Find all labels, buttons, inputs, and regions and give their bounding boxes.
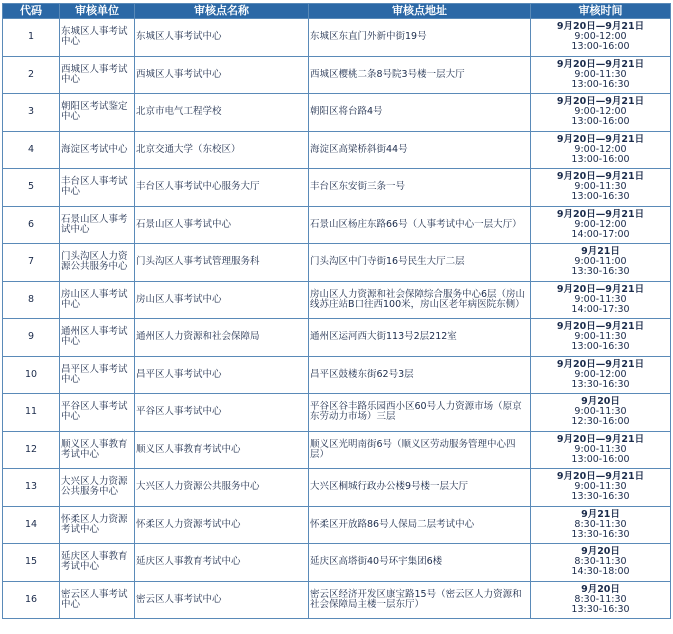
header-review-time: 审核时间: [531, 4, 671, 19]
time-slot: 9:00-12:00: [574, 218, 627, 230]
time-slot: 13:00-16:00: [571, 116, 630, 128]
cell-site-name: 石景山区人事考试中心: [135, 206, 309, 244]
review-date: 9月20日—9月21日: [556, 171, 645, 183]
cell-site-name: 西城区人事考试中心: [135, 56, 309, 94]
time-slot: 8:30-11:30: [574, 518, 627, 530]
table-row: [3, 169, 671, 207]
time-slot: 8:30-11:30: [574, 556, 627, 568]
cell-unit: 大兴区人力资源公共服务中心: [60, 469, 135, 507]
time-slot: 9:00-11:30: [574, 443, 627, 455]
header-code: 代码: [3, 4, 60, 19]
time-slot: 9:00-11:30: [574, 481, 627, 493]
cell-site-name: 门头沟区人事考试管理服务科: [135, 244, 309, 282]
cell-site-address: 通州区运河西大街113号2层212室: [309, 319, 531, 357]
cell-site-address: 海淀区高梁桥斜街44号: [309, 131, 531, 169]
cell-code: 12: [3, 431, 60, 469]
cell-unit: 顺义区人事教育考试中心: [60, 431, 135, 469]
cell-site-address: 石景山区杨庄东路66号（人事考试中心一层大厅）: [309, 206, 531, 244]
cell-site-name: 房山区人事考试中心: [135, 281, 309, 319]
cell-site-name: 丰台区人事考试中心服务大厅: [135, 169, 309, 207]
cell-site-address: 西城区樱桃二条8号院3号楼一层大厅: [309, 56, 531, 94]
review-date: 9月21日: [581, 246, 620, 258]
cell-review-time: [531, 431, 671, 469]
time-slot: 9:00-11:30: [574, 293, 627, 305]
cell-site-address: 东城区东直门外新中街19号: [309, 19, 531, 57]
table-row: [3, 94, 671, 132]
cell-unit: 门头沟区人力资源公共服务中心: [60, 244, 135, 282]
table-row: [3, 544, 671, 582]
cell-site-address: 延庆区高塔街40号环宇集团6楼: [309, 544, 531, 582]
cell-site-name: 通州区人力资源和社会保障局: [135, 319, 309, 357]
cell-code: 6: [3, 206, 60, 244]
time-slot: 13:30-16:30: [571, 378, 630, 390]
cell-review-time: [531, 544, 671, 582]
cell-site-name: 北京市电气工程学校: [135, 94, 309, 132]
time-slot: 9:00-11:30: [574, 68, 627, 80]
cell-unit: 平谷区人事考试中心: [60, 394, 135, 432]
time-slot: 13:00-16:00: [571, 41, 630, 53]
cell-review-time: [531, 394, 671, 432]
time-slot: 9:00-11:30: [574, 331, 627, 343]
cell-code: 10: [3, 356, 60, 394]
time-slot: 13:00-16:30: [571, 341, 630, 353]
cell-site-address: 密云区经济开发区康宝路15号（密云区人力资源和社会保障局主楼一层东厅）: [309, 581, 531, 619]
time-slot: 9:00-11:30: [574, 181, 627, 193]
cell-review-time: [531, 356, 671, 394]
time-slot: 14:00-17:00: [571, 228, 630, 240]
cell-site-address: 朝阳区将台路4号: [309, 94, 531, 132]
review-date: 9月20日—9月21日: [556, 133, 645, 145]
cell-unit: 海淀区考试中心: [60, 131, 135, 169]
time-slot: 13:00-16:30: [571, 191, 630, 203]
cell-code: 1: [3, 19, 60, 57]
cell-review-time: [531, 56, 671, 94]
cell-review-time: [531, 319, 671, 357]
cell-code: 14: [3, 506, 60, 544]
time-slot: 13:00-16:30: [571, 78, 630, 90]
review-date: 9月20日—9月21日: [556, 208, 645, 220]
table-row: [3, 319, 671, 357]
cell-code: 16: [3, 581, 60, 619]
time-slot: 9:00-11:00: [574, 256, 627, 268]
cell-code: 5: [3, 169, 60, 207]
table-row: [3, 394, 671, 432]
cell-unit: 朝阳区考试鉴定中心: [60, 94, 135, 132]
cell-site-name: 昌平区人事考试中心: [135, 356, 309, 394]
cell-code: 9: [3, 319, 60, 357]
cell-review-time: [531, 581, 671, 619]
time-slot: 13:00-16:00: [571, 153, 630, 165]
cell-site-address: 大兴区桐城行政办公楼9号楼一层大厅: [309, 469, 531, 507]
cell-review-time: [531, 206, 671, 244]
cell-site-name: 东城区人事考试中心: [135, 19, 309, 57]
cell-review-time: [531, 469, 671, 507]
time-slot: 14:30-18:00: [571, 566, 630, 578]
time-slot: 9:00-12:00: [574, 106, 627, 118]
cell-unit: 通州区人事考试中心: [60, 319, 135, 357]
cell-unit: 密云区人事考试中心: [60, 581, 135, 619]
review-date: 9月20日—9月21日: [556, 358, 645, 370]
cell-review-time: [531, 244, 671, 282]
time-slot: 9:00-12:00: [574, 368, 627, 380]
table-row: [3, 19, 671, 57]
review-date: 9月20日—9月21日: [556, 58, 645, 70]
table-header-row: [3, 4, 671, 19]
table-body: [3, 19, 671, 619]
time-slot: 12:30-16:00: [571, 416, 630, 428]
cell-site-address: 房山区人力资源和社会保障综合服务中心6层（房山线苏庄站B口往西100米，房山区老年病医院东侧）: [309, 281, 531, 319]
table-row: [3, 206, 671, 244]
table-row: [3, 581, 671, 619]
cell-code: 13: [3, 469, 60, 507]
cell-site-name: 平谷区人事考试中心: [135, 394, 309, 432]
cell-unit: 房山区人事考试中心: [60, 281, 135, 319]
cell-unit: 石景山区人事考试中心: [60, 206, 135, 244]
time-slot: 13:30-16:30: [571, 491, 630, 503]
time-slot: 13:30-16:30: [571, 528, 630, 540]
cell-site-name: 顺义区人事教育考试中心: [135, 431, 309, 469]
table-row: [3, 356, 671, 394]
header-site-address: 审核点地址: [309, 4, 531, 19]
header-site-name: 审核点名称: [135, 4, 309, 19]
cell-review-time: [531, 506, 671, 544]
cell-code: 2: [3, 56, 60, 94]
review-date: 9月20日—9月21日: [556, 471, 645, 483]
cell-site-name: 怀柔区人力资源考试中心: [135, 506, 309, 544]
cell-unit: 西城区人事考试中心: [60, 56, 135, 94]
cell-site-name: 密云区人事考试中心: [135, 581, 309, 619]
cell-review-time: [531, 94, 671, 132]
time-slot: 9:00-12:00: [574, 31, 627, 43]
review-date: 9月20日—9月21日: [556, 96, 645, 108]
cell-site-name: 北京交通大学（东校区）: [135, 131, 309, 169]
review-date: 9月21日: [581, 508, 620, 520]
cell-review-time: [531, 19, 671, 57]
cell-review-time: [531, 131, 671, 169]
table-row: [3, 281, 671, 319]
exam-sites-table: [2, 3, 671, 619]
table-row: [3, 244, 671, 282]
cell-site-name: 延庆区人事教育考试中心: [135, 544, 309, 582]
time-slot: 14:00-17:30: [571, 303, 630, 315]
table-row: [3, 506, 671, 544]
time-slot: 13:30-16:30: [571, 603, 630, 615]
time-slot: 13:30-16:30: [571, 266, 630, 278]
cell-review-time: [531, 169, 671, 207]
review-date: 9月20日—9月21日: [556, 433, 645, 445]
time-slot: 9:00-11:30: [574, 406, 627, 418]
cell-code: 4: [3, 131, 60, 169]
cell-unit: 延庆区人事教育考试中心: [60, 544, 135, 582]
cell-site-address: 门头沟区中门寺街16号民生大厅二层: [309, 244, 531, 282]
table-row: [3, 431, 671, 469]
cell-code: 8: [3, 281, 60, 319]
header-unit: 审核单位: [60, 4, 135, 19]
cell-code: 15: [3, 544, 60, 582]
table-row: [3, 131, 671, 169]
cell-code: 3: [3, 94, 60, 132]
review-date: 9月20日: [581, 396, 620, 408]
table-row: [3, 56, 671, 94]
review-date: 9月20日—9月21日: [556, 283, 645, 295]
cell-site-address: 顺义区光明南街6号（顺义区劳动服务管理中心四层）: [309, 431, 531, 469]
cell-code: 7: [3, 244, 60, 282]
time-slot: 9:00-12:00: [574, 143, 627, 155]
table-row: [3, 469, 671, 507]
cell-unit: 丰台区人事考试中心: [60, 169, 135, 207]
review-date: 9月20日: [581, 583, 620, 595]
cell-unit: 东城区人事考试中心: [60, 19, 135, 57]
cell-unit: 昌平区人事考试中心: [60, 356, 135, 394]
time-slot: 8:30-11:30: [574, 593, 627, 605]
review-date: 9月20日: [581, 546, 620, 558]
cell-review-time: [531, 281, 671, 319]
cell-site-address: 平谷区谷丰路乐园西小区60号人力资源市场（原京东劳动力市场）三层: [309, 394, 531, 432]
review-date: 9月20日—9月21日: [556, 321, 645, 333]
time-slot: 13:00-16:00: [571, 453, 630, 465]
cell-site-address: 丰台区东安街三条一号: [309, 169, 531, 207]
review-date: 9月20日—9月21日: [556, 21, 645, 33]
cell-site-address: 怀柔区开放路86号人保局二层考试中心: [309, 506, 531, 544]
cell-site-name: 大兴区人力资源公共服务中心: [135, 469, 309, 507]
cell-site-address: 昌平区鼓楼东街62号3层: [309, 356, 531, 394]
cell-code: 11: [3, 394, 60, 432]
cell-unit: 怀柔区人力资源考试中心: [60, 506, 135, 544]
